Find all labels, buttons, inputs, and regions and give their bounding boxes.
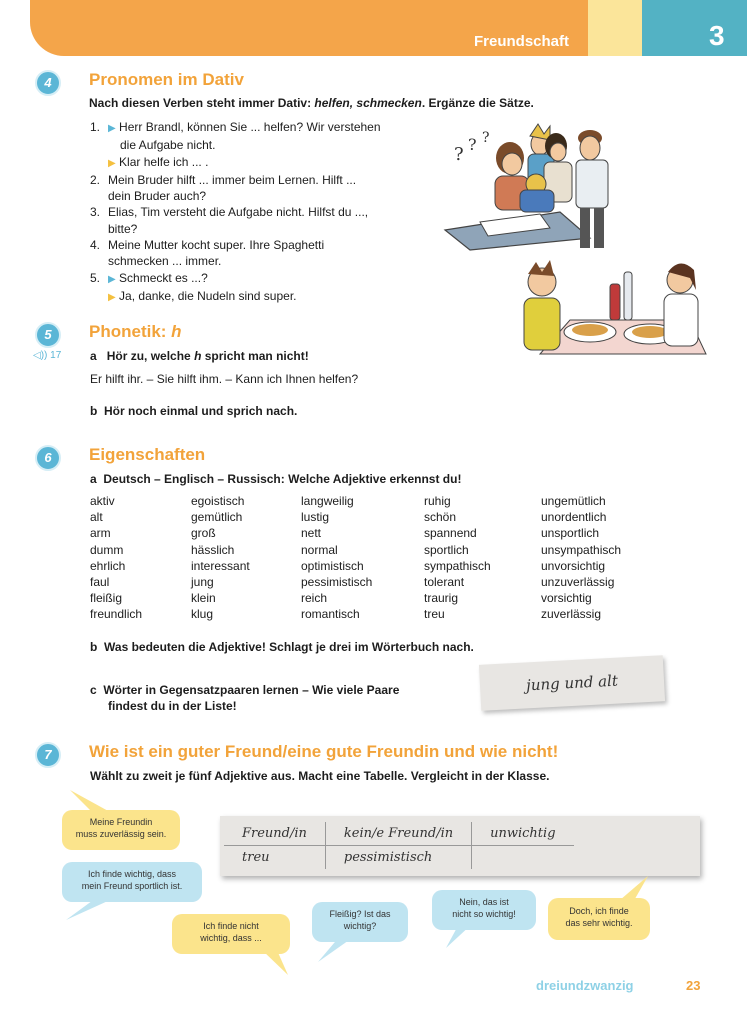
svg-text:?: ? bbox=[454, 144, 464, 165]
adjective-column-1: aktiv alt arm dumm ehrlich faul fleißig freundlich bbox=[90, 494, 143, 622]
list-item: 1. ▶ Herr Brandl, können Sie ... helfen? Wir verstehen die Aufgabe nicht. ▶ Klar helfe ich ... . bbox=[90, 120, 381, 169]
exercise-5a: a Hör zu, welche h spricht man nicht! bbox=[90, 349, 309, 363]
table-cell: treu bbox=[242, 850, 270, 865]
exercise-6c: c Wörter in Gegensatzpaaren lernen – Wie viele Paare findest du in der Liste! bbox=[90, 683, 400, 713]
table-header: unwichtig bbox=[472, 822, 574, 846]
exercise-5b: b Hör noch einmal und sprich nach. bbox=[90, 404, 298, 418]
adjective-column-4: ruhig schön spannend sportlich sympathisch tolerant traurig treu bbox=[424, 494, 491, 622]
exercise-5-title: Phonetik: h bbox=[89, 322, 182, 341]
exercise-6b: b Was bedeuten die Adjektive! Schlagt je drei im Wörterbuch nach. bbox=[90, 640, 474, 654]
list-item: 3. Elias, Tim versteht die Aufgabe nicht. Hilfst du ..., bitte? bbox=[90, 205, 369, 236]
chapter-title: Freundschaft bbox=[473, 33, 569, 50]
note-card: jung und alt bbox=[479, 655, 665, 711]
exercise-4-number: 4 bbox=[35, 70, 61, 96]
page-number: 23 bbox=[686, 978, 701, 993]
speech-bubble: Fleißig? Ist das wichtig? bbox=[312, 902, 408, 942]
adjective-column-2: egoistisch gemütlich groß hässlich interessant jung klein klug bbox=[191, 494, 250, 622]
speech-bubble: Nein, das ist nicht so wichtig! bbox=[432, 890, 536, 930]
exercise-6-title: Eigenschaften bbox=[89, 445, 206, 464]
page-number-word: dreiundzwanzig bbox=[536, 978, 634, 993]
exercise-7-title: Wie ist ein guter Freund/eine gute Freundin und wie nicht! bbox=[89, 742, 559, 761]
svg-text:?: ? bbox=[482, 130, 490, 146]
audio-track[interactable]: ◁)) 17 bbox=[33, 350, 62, 361]
adjective-column-5: ungemütlich unordentlich unsportlich unsympathisch unvorsichtig unzuverlässig vorsichtig zuverlässig bbox=[541, 494, 622, 622]
table-header: Freund/in bbox=[224, 822, 325, 846]
exercise-4-title: Pronomen im Dativ bbox=[89, 70, 244, 89]
exercise-5-sentence: Er hilft ihr. – Sie hilft ihm. – Kann ich Ihnen helfen? bbox=[90, 372, 359, 386]
speech-bubble: Ich finde nicht wichtig, dass ... bbox=[172, 914, 290, 954]
exercise-6a: a Deutsch – Englisch – Russisch: Welche Adjektive erkennst du! bbox=[90, 472, 462, 486]
exercise-4-instruction: Nach diesen Verben steht immer Dativ: helfen, schmecken. Ergänze die Sätze. bbox=[89, 96, 534, 110]
exercise-5-number: 5 bbox=[35, 322, 61, 348]
speech-bubble: Ich finde wichtig, dass mein Freund sportlich ist. bbox=[62, 862, 202, 902]
exercise-6-number: 6 bbox=[35, 445, 61, 471]
table-header: kein/e Freund/in bbox=[325, 822, 471, 846]
speech-bubble: Meine Freundin muss zuverlässig sein. bbox=[62, 810, 180, 850]
chapter-number: 3 bbox=[709, 20, 725, 51]
list-item: 5. ▶ Schmeckt es ...? ▶ Ja, danke, die Nudeln sind super. bbox=[90, 270, 297, 303]
exercise-7-instruction: Wählt zu zweit je fünf Adjektive aus. Macht eine Tabelle. Vergleicht in der Klasse. bbox=[90, 769, 550, 783]
exercise-7-number: 7 bbox=[35, 742, 61, 768]
table-cell: pessimistisch bbox=[325, 846, 471, 870]
adjective-column-3: langweilig lustig nett normal optimistisch pessimistisch reich romantisch bbox=[301, 494, 373, 622]
list-item: 4. Meine Mutter kocht super. Ihre Spaghetti schmecken ... immer. bbox=[90, 238, 325, 269]
list-item: 2. Mein Bruder hilft ... immer beim Lernen. Hilft ... dein Bruder auch? bbox=[90, 172, 357, 204]
svg-text:?: ? bbox=[468, 135, 477, 154]
speech-bubble: Doch, ich finde das sehr wichtig. bbox=[548, 898, 650, 940]
speaker-icon: ◁)) bbox=[33, 350, 48, 361]
